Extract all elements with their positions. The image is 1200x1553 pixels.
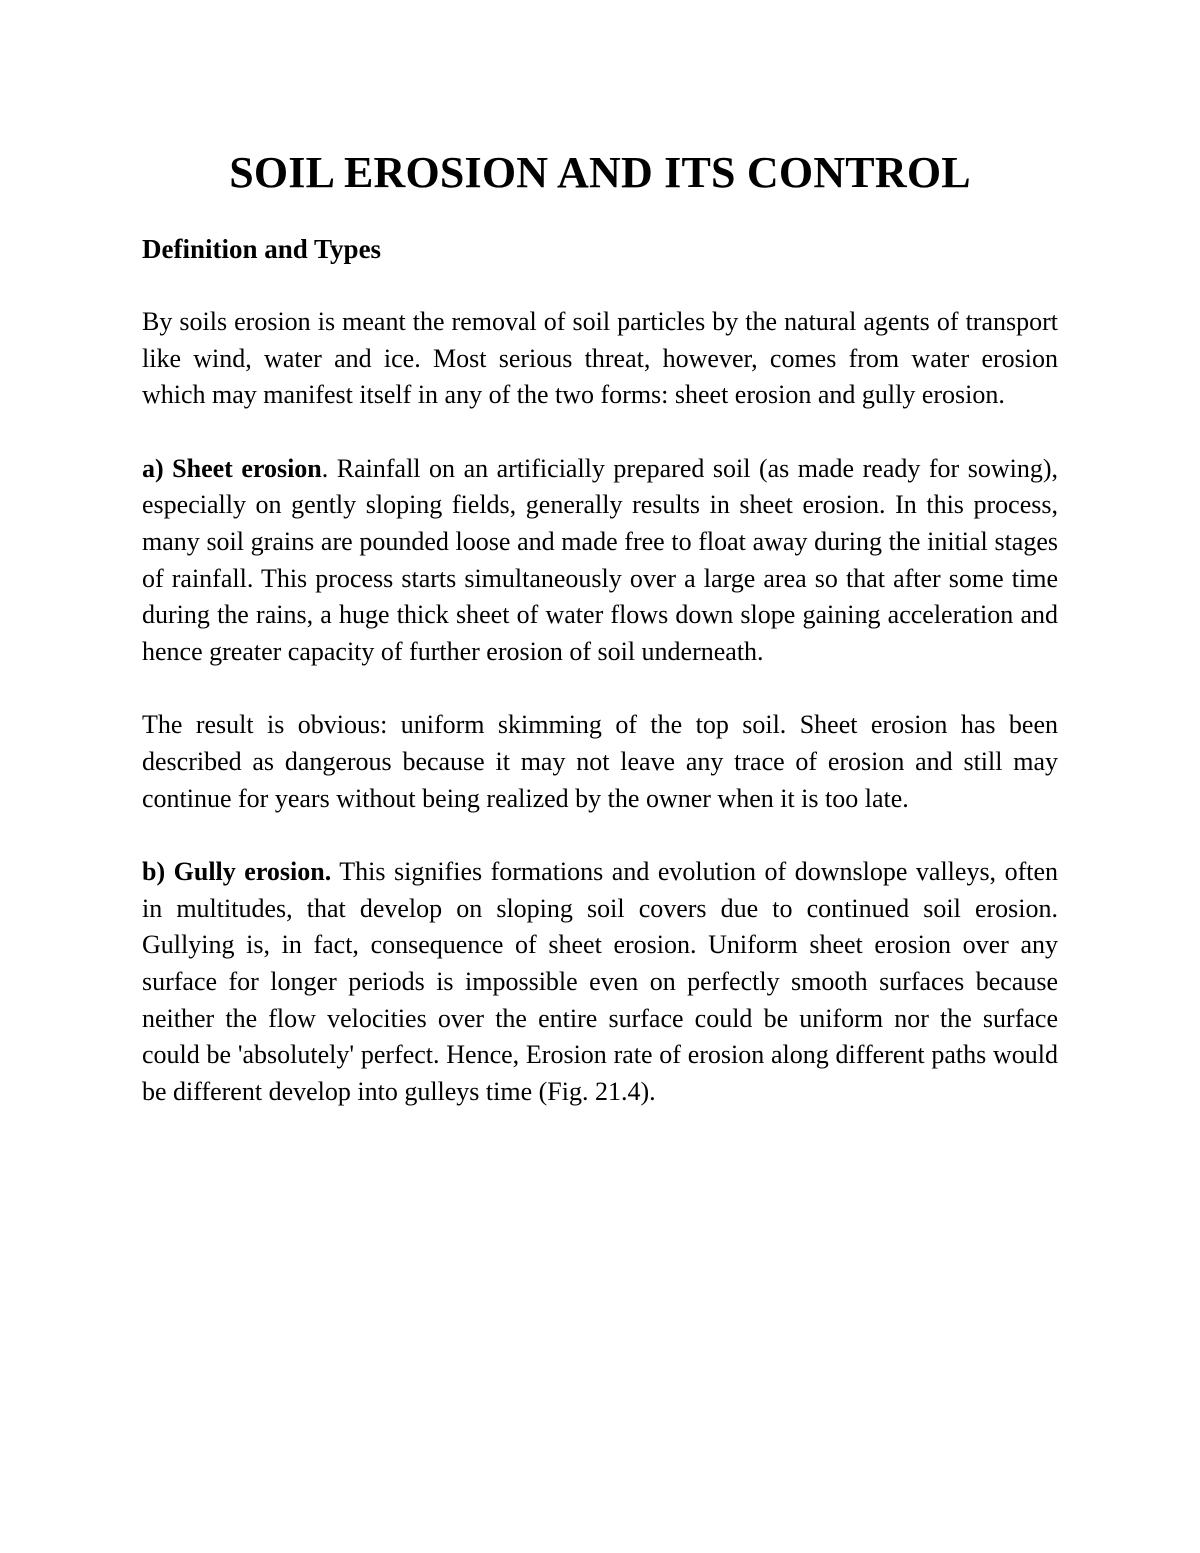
sheet-erosion-lead: a) Sheet erosion [142, 453, 322, 483]
gully-erosion-body: This signifies formations and evolution of downslope valleys, often in multitudes, that develop on sloping soil covers due to continued soil erosion. Gullying is, in fact, consequence of sheet erosion. Uniform sheet erosion over any surface for longer periods is impossible even on perfectly smooth surfaces because neither the flow velocities over the entire surface could be uniform nor the surface could be 'absolutely' perfect. Hence, Erosion rate of erosion along different paths would be different develop into gulleys time (Fig. 21.4). [142, 857, 1058, 1106]
gully-erosion-lead: b) Gully erosion. [142, 857, 332, 887]
section-heading: Definition and Types [142, 234, 382, 264]
gully-erosion-paragraph [142, 854, 1058, 1110]
document-page [142, 145, 1058, 1147]
document-title: SOIL EROSION AND ITS CONTROL [229, 148, 971, 197]
sheet-erosion-body: . Rainfall on an artificially prepared soil (as made ready for sowing), especially on gently sloping fields, generally results in sheet erosion. In this process, many soil grains are pounded loose and made free to float away during the initial stages of rainfall. This process starts simultaneously over a large area so that after some time during the rains, a huge thick sheet of water flows down slope gaining acceleration and hence greater capacity of further erosion of soil underneath. [142, 453, 1058, 666]
intro-paragraph: By soils erosion is meant the removal of soil particles by the natural agents of transport like wind, water and ice. Most serious threat, however, comes from water erosion which may manifest itself in any of the two forms: sheet erosion and gully erosion. [142, 307, 1058, 410]
result-paragraph: The result is obvious: uniform skimming of the top soil. Sheet erosion has been described as dangerous because it may not leave any trace of erosion and still may continue for years without being realized by the owner when it is too late. [142, 710, 1058, 813]
sheet-erosion-paragraph [142, 451, 1058, 671]
